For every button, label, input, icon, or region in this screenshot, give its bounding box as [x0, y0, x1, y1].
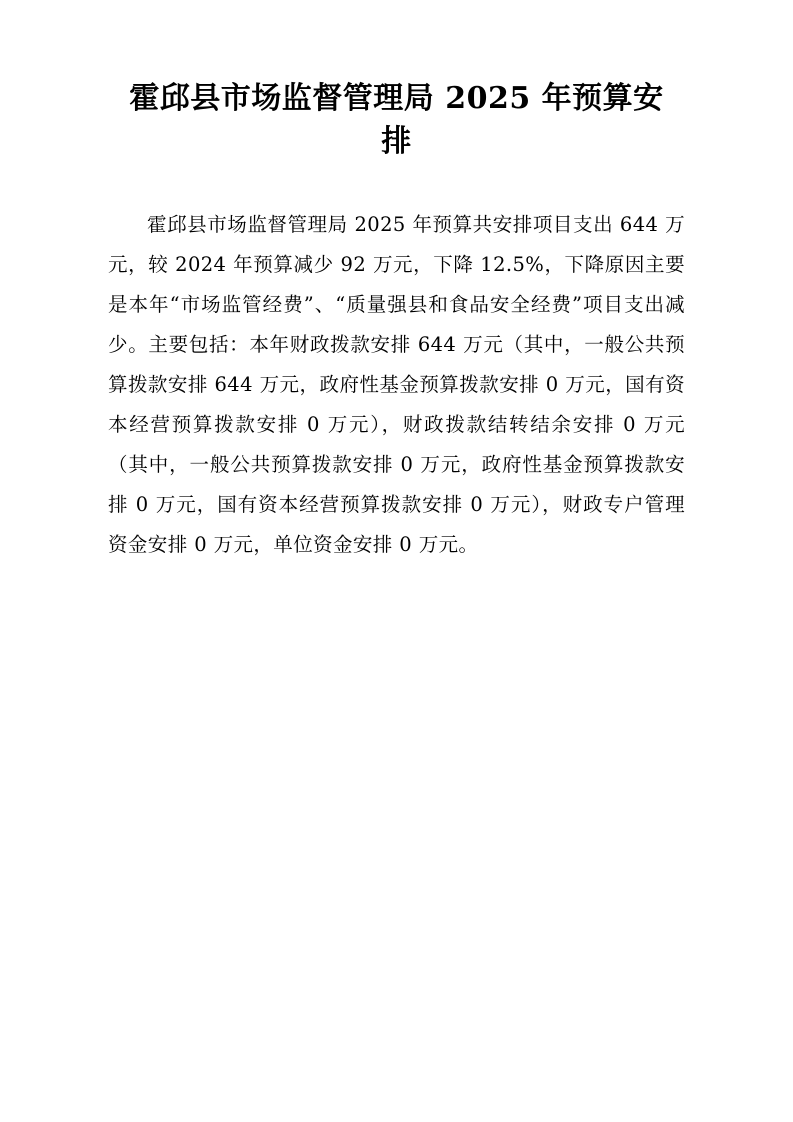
document-body [108, 205, 685, 565]
page-title: 霍邱县市场监督管理局 2025 年预算安排 [129, 81, 664, 159]
body-paragraph: 霍邱县市场监督管理局 2025 年预算共安排项目支出 644 万元，较 2024 年预算减少 92 万元，下降 12.5%，下降原因主要是本年“市场监管经费”、“质量强县和食品安全经费”项目支出减少。主要包括：本年财政拨款安排 644 万元（其中，一般公共预算拨款安排 644 万元，政府性基金预算拨款安排 0 万元，国有资本经营预算拨款安排 0 万元），财政拨款结转结余安排 0 万元（其中，一般公共预算拨款安排 0 万元，政府性基金预算拨款安排 0 万元，国有资本经营预算拨款安排 0 万元），财政专户管理资金安排 0 万元，单位资金安排 0 万元。 [108, 213, 685, 556]
